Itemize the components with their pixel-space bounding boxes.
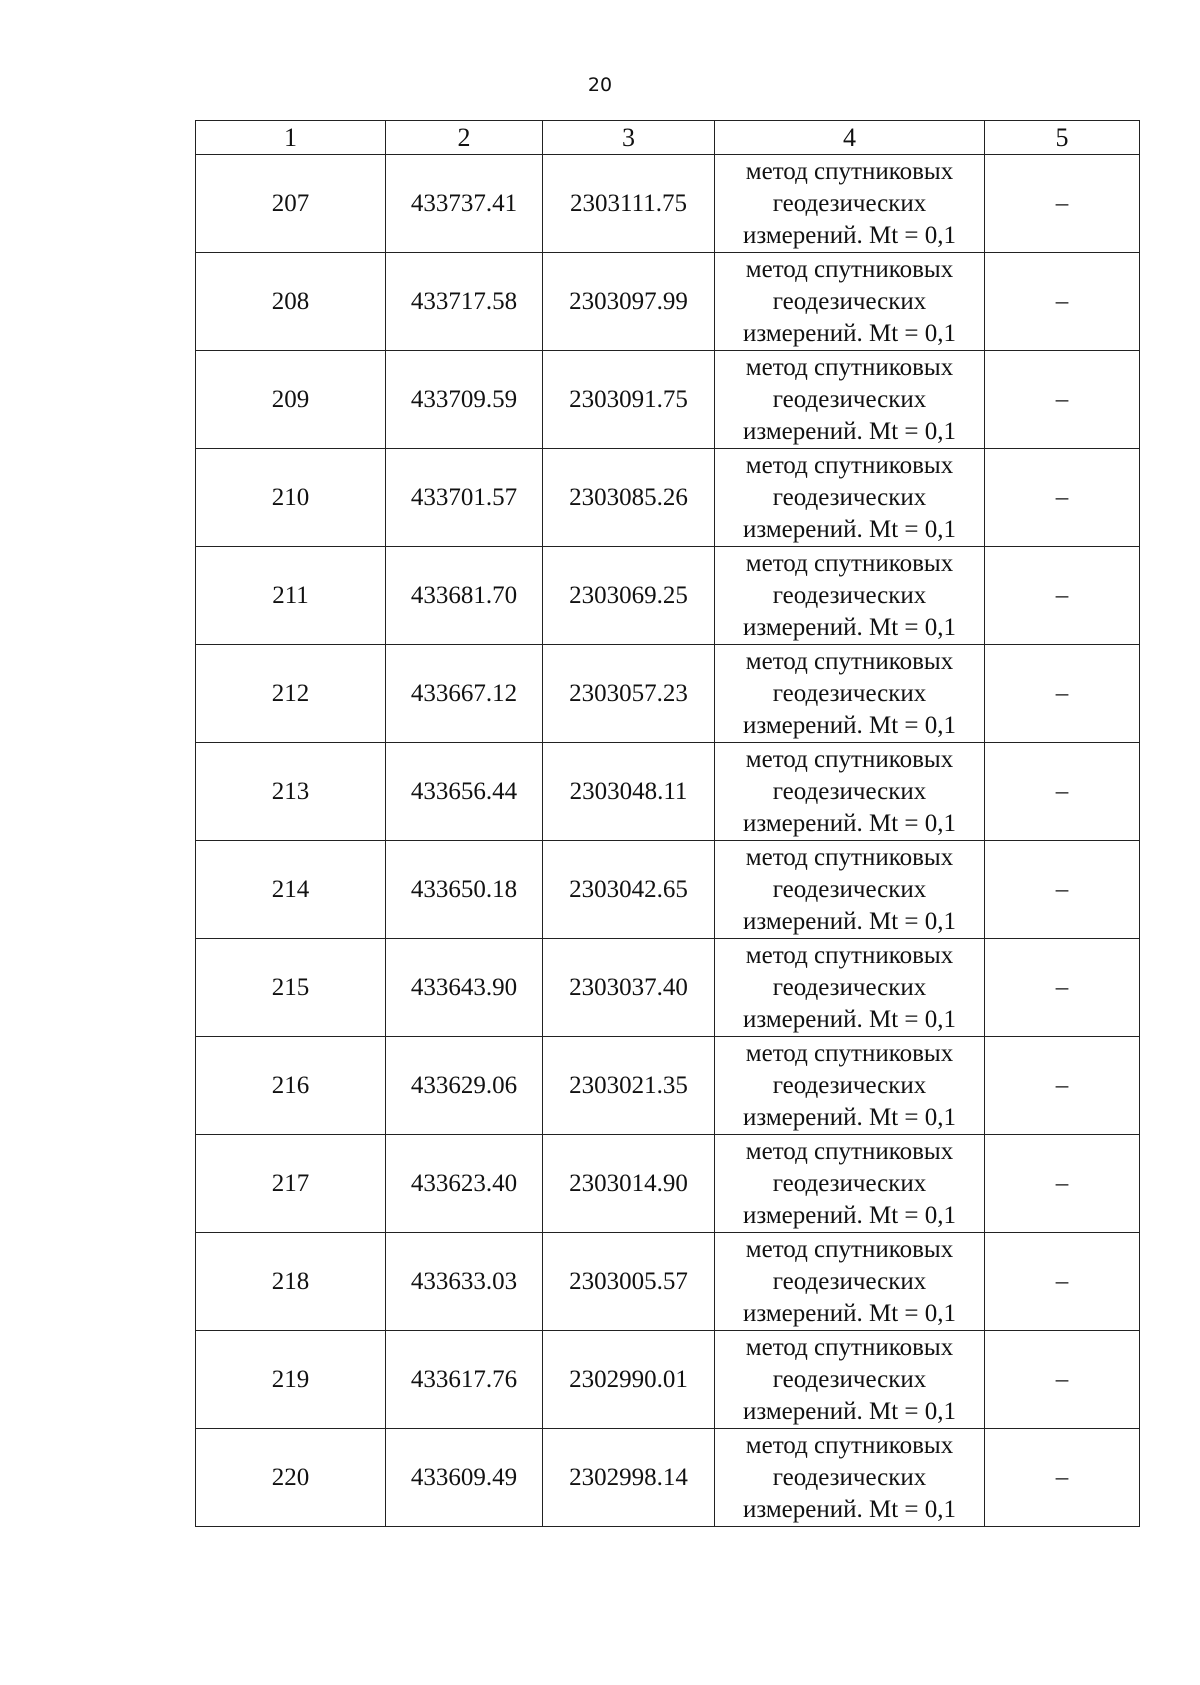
- method-line-1: метод спутниковых: [745, 255, 954, 283]
- y-coordinate-cell: 2303048.11: [543, 743, 715, 841]
- y-coordinate-cell: 2302998.14: [543, 1429, 715, 1527]
- method-line-3: измерений. Mt = 0,1: [742, 1495, 957, 1523]
- note-cell: –: [985, 645, 1140, 743]
- x-coordinate-cell: 433617.76: [386, 1331, 543, 1429]
- method-cell: [715, 1233, 985, 1331]
- table-row: [196, 547, 1140, 645]
- y-coordinate-cell: 2303069.25: [543, 547, 715, 645]
- point-number-cell: 213: [196, 743, 386, 841]
- method-line-2: геодезических: [772, 875, 927, 903]
- y-coordinate-cell: 2303037.40: [543, 939, 715, 1037]
- table-row: [196, 1135, 1140, 1233]
- column-header-5: 5: [985, 121, 1140, 155]
- x-coordinate-cell: 433643.90: [386, 939, 543, 1037]
- note-cell: –: [985, 1429, 1140, 1527]
- method-line-3: измерений. Mt = 0,1: [742, 319, 957, 347]
- column-header-3: 3: [543, 121, 715, 155]
- method-line-3: измерений. Mt = 0,1: [742, 515, 957, 543]
- method-line-3: измерений. Mt = 0,1: [742, 809, 957, 837]
- method-line-1: метод спутниковых: [745, 1431, 954, 1459]
- method-line-2: геодезических: [772, 1463, 927, 1491]
- point-number-cell: 220: [196, 1429, 386, 1527]
- column-header-4: 4: [715, 121, 985, 155]
- note-cell: –: [985, 743, 1140, 841]
- method-line-2: геодезических: [772, 1267, 927, 1295]
- y-coordinate-cell: 2303091.75: [543, 351, 715, 449]
- method-line-2: геодезических: [772, 581, 927, 609]
- method-cell: [715, 351, 985, 449]
- method-cell: [715, 1037, 985, 1135]
- method-line-1: метод спутниковых: [745, 647, 954, 675]
- y-coordinate-cell: 2303014.90: [543, 1135, 715, 1233]
- point-number-cell: 216: [196, 1037, 386, 1135]
- method-cell: [715, 449, 985, 547]
- method-line-3: измерений. Mt = 0,1: [742, 221, 957, 249]
- table-row: [196, 841, 1140, 939]
- table-row: [196, 351, 1140, 449]
- note-cell: –: [985, 351, 1140, 449]
- method-line-1: метод спутниковых: [745, 353, 954, 381]
- table-row: [196, 1429, 1140, 1527]
- note-cell: –: [985, 449, 1140, 547]
- method-line-1: метод спутниковых: [745, 451, 954, 479]
- y-coordinate-cell: 2303021.35: [543, 1037, 715, 1135]
- method-line-1: метод спутниковых: [745, 1039, 954, 1067]
- y-coordinate-cell: 2303057.23: [543, 645, 715, 743]
- note-cell: –: [985, 939, 1140, 1037]
- method-cell: [715, 547, 985, 645]
- point-number-cell: 212: [196, 645, 386, 743]
- method-line-2: геодезических: [772, 973, 927, 1001]
- x-coordinate-cell: 433656.44: [386, 743, 543, 841]
- method-line-1: метод спутниковых: [745, 549, 954, 577]
- x-coordinate-cell: 433623.40: [386, 1135, 543, 1233]
- table-row: [196, 1037, 1140, 1135]
- method-cell: [715, 1331, 985, 1429]
- method-line-2: геодезических: [772, 1169, 927, 1197]
- method-line-2: геодезических: [772, 385, 927, 413]
- page-number: 20: [587, 74, 613, 96]
- table-row: [196, 1331, 1140, 1429]
- x-coordinate-cell: 433709.59: [386, 351, 543, 449]
- method-cell: [715, 253, 985, 351]
- method-line-3: измерений. Mt = 0,1: [742, 417, 957, 445]
- method-cell: [715, 939, 985, 1037]
- method-line-2: геодезических: [772, 679, 927, 707]
- point-number-cell: 217: [196, 1135, 386, 1233]
- point-number-cell: 219: [196, 1331, 386, 1429]
- method-line-2: геодезических: [772, 1365, 927, 1393]
- note-cell: –: [985, 253, 1140, 351]
- point-number-cell: 207: [196, 155, 386, 253]
- method-line-1: метод спутниковых: [745, 843, 954, 871]
- method-cell: [715, 743, 985, 841]
- table-row: [196, 645, 1140, 743]
- x-coordinate-cell: 433629.06: [386, 1037, 543, 1135]
- note-cell: –: [985, 547, 1140, 645]
- method-line-3: измерений. Mt = 0,1: [742, 1103, 957, 1131]
- method-line-1: метод спутниковых: [745, 1333, 954, 1361]
- point-number-cell: 211: [196, 547, 386, 645]
- note-cell: –: [985, 841, 1140, 939]
- table-row: [196, 253, 1140, 351]
- y-coordinate-cell: 2303097.99: [543, 253, 715, 351]
- y-coordinate-cell: 2303005.57: [543, 1233, 715, 1331]
- method-line-2: геодезических: [772, 777, 927, 805]
- x-coordinate-cell: 433737.41: [386, 155, 543, 253]
- method-line-1: метод спутниковых: [745, 1137, 954, 1165]
- method-line-3: измерений. Mt = 0,1: [742, 1397, 957, 1425]
- note-cell: –: [985, 155, 1140, 253]
- method-cell: [715, 1135, 985, 1233]
- method-cell: [715, 841, 985, 939]
- y-coordinate-cell: 2303085.26: [543, 449, 715, 547]
- method-line-3: измерений. Mt = 0,1: [742, 613, 957, 641]
- x-coordinate-cell: 433633.03: [386, 1233, 543, 1331]
- x-coordinate-cell: 433701.57: [386, 449, 543, 547]
- x-coordinate-cell: 433650.18: [386, 841, 543, 939]
- point-number-cell: 214: [196, 841, 386, 939]
- x-coordinate-cell: 433667.12: [386, 645, 543, 743]
- note-cell: –: [985, 1037, 1140, 1135]
- table-row: [196, 449, 1140, 547]
- method-line-3: измерений. Mt = 0,1: [742, 1201, 957, 1229]
- point-number-cell: 210: [196, 449, 386, 547]
- method-line-1: метод спутниковых: [745, 745, 954, 773]
- note-cell: –: [985, 1331, 1140, 1429]
- point-number-cell: 208: [196, 253, 386, 351]
- table-row: [196, 1233, 1140, 1331]
- column-header-2: 2: [386, 121, 543, 155]
- x-coordinate-cell: 433609.49: [386, 1429, 543, 1527]
- x-coordinate-cell: 433681.70: [386, 547, 543, 645]
- y-coordinate-cell: 2302990.01: [543, 1331, 715, 1429]
- y-coordinate-cell: 2303042.65: [543, 841, 715, 939]
- method-line-3: измерений. Mt = 0,1: [742, 711, 957, 739]
- point-number-cell: 218: [196, 1233, 386, 1331]
- method-line-2: геодезических: [772, 287, 927, 315]
- y-coordinate-cell: 2303111.75: [543, 155, 715, 253]
- note-cell: –: [985, 1233, 1140, 1331]
- table-body: [196, 155, 1140, 1527]
- method-line-2: геодезических: [772, 189, 927, 217]
- method-line-1: метод спутниковых: [745, 941, 954, 969]
- method-line-3: измерений. Mt = 0,1: [742, 1299, 957, 1327]
- column-header-1: 1: [196, 121, 386, 155]
- method-line-1: метод спутниковых: [745, 1235, 954, 1263]
- table-row: [196, 743, 1140, 841]
- method-cell: [715, 1429, 985, 1527]
- x-coordinate-cell: 433717.58: [386, 253, 543, 351]
- note-cell: –: [985, 1135, 1140, 1233]
- method-line-2: геодезических: [772, 483, 927, 511]
- method-line-3: измерений. Mt = 0,1: [742, 907, 957, 935]
- coordinates-table: [195, 120, 1140, 1527]
- method-line-3: измерений. Mt = 0,1: [742, 1005, 957, 1033]
- method-line-2: геодезических: [772, 1071, 927, 1099]
- point-number-cell: 215: [196, 939, 386, 1037]
- table-header-row: [196, 121, 1140, 155]
- table-row: [196, 939, 1140, 1037]
- point-number-cell: 209: [196, 351, 386, 449]
- method-cell: [715, 155, 985, 253]
- table-row: [196, 155, 1140, 253]
- method-line-1: метод спутниковых: [745, 157, 954, 185]
- method-cell: [715, 645, 985, 743]
